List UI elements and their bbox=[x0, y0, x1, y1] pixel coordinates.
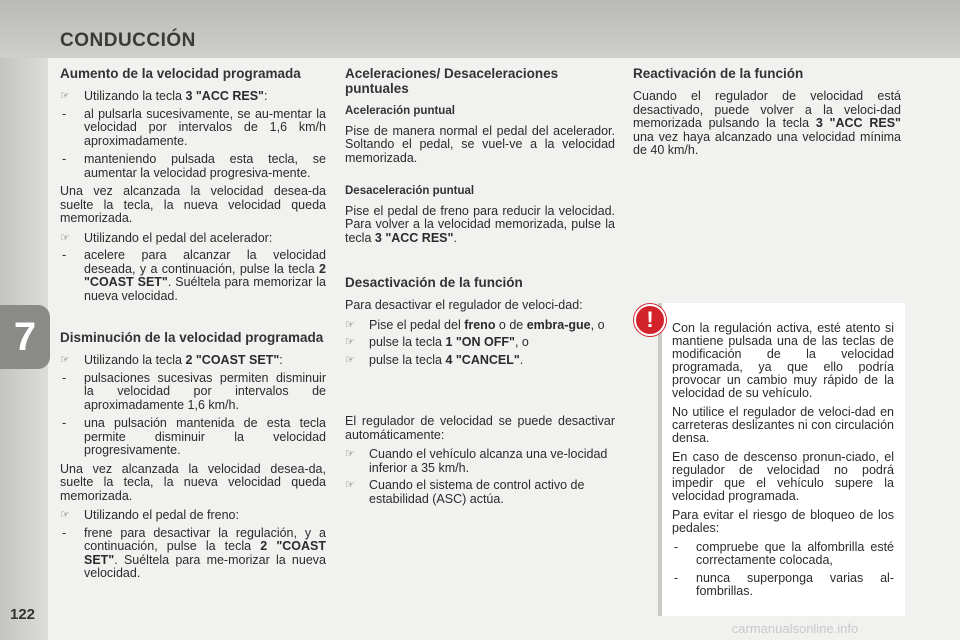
text: . bbox=[453, 230, 457, 245]
column-3 bbox=[633, 66, 901, 164]
warning-paragraph: Con la regulación activa, esté atento si mantiene pulsada una de las teclas de modificación de la velocidad programada, ya que ello podría provocar un cambio muy rápido de la velocidad de su vehículo. bbox=[672, 321, 894, 400]
bullet-item bbox=[60, 90, 326, 104]
section-heading-reactivation: Reactivación de la función bbox=[633, 66, 804, 81]
dash-item: - compruebe que la alfombrilla esté correctamente colocada, bbox=[672, 541, 894, 567]
dash-item: - manteniendo pulsada esta tecla, se aumentar la velocidad progresiva-mente. bbox=[60, 153, 326, 180]
dash-item: - una pulsación mantenida de esta tecla permite disminuir la velocidad progresivamente. bbox=[60, 417, 326, 458]
text: , o bbox=[514, 335, 529, 349]
paragraph: Una vez alcanzada la velocidad desea-da suelte la tecla, la nueva velocidad queda memorizada. bbox=[60, 184, 326, 225]
text: , o bbox=[590, 317, 605, 332]
paragraph: Para desactivar el regulador de veloci-dad: bbox=[345, 298, 583, 312]
warning-icon: ! bbox=[634, 304, 666, 336]
watermark: carmanualsonline.info bbox=[731, 621, 859, 636]
paragraph bbox=[345, 205, 615, 246]
text: una vez haya alcanzado una velocidad mínima de 40 km/h. bbox=[633, 129, 901, 157]
text: acelere para alcanzar la velocidad deseada, y a continuación, pulse la tecla bbox=[84, 248, 326, 276]
section-heading-deactivation: Desactivación de la función bbox=[345, 275, 523, 290]
text: pulse la tecla bbox=[369, 335, 446, 349]
bullet-item bbox=[60, 354, 326, 368]
text: Pise el pedal de freno para reducir la velocidad. Para volver a la velocidad memorizada, pulse la tecla bbox=[345, 203, 615, 245]
chapter-tab: 7 bbox=[0, 305, 50, 369]
text: Cuando el regulador de velocidad está desactivado, puede volver a la veloci-dad memorizada pulsando la tecla bbox=[633, 89, 901, 130]
dash-item: - al pulsarla sucesivamente, se au-mentar la velocidad por intervalos de 1,6 km/h aproximadamente. bbox=[60, 108, 326, 149]
text: frene para desactivar la regulación, y a continuación, pulse la tecla bbox=[84, 525, 326, 553]
warning-paragraph: No utilice el regulador de veloci-dad en carreteras deslizantes ni con circulación densa. bbox=[672, 405, 894, 445]
key-label: 2 "COAST SET" bbox=[84, 261, 326, 289]
subheading-decel: Desaceleración puntual bbox=[345, 185, 475, 197]
dash-item bbox=[60, 527, 326, 581]
paragraph: Una vez alcanzada la velocidad desea-da, suelte la tecla, la nueva velocidad queda memorizada. bbox=[60, 461, 326, 503]
key-label: freno bbox=[464, 317, 496, 332]
column-2 bbox=[345, 66, 615, 510]
text: . Suéltela para memorizar la nueva velocidad. bbox=[84, 275, 326, 303]
paragraph: El regulador de velocidad se puede desactivar automáticamente: bbox=[345, 414, 615, 442]
page-number: 122 bbox=[10, 606, 36, 623]
warning-paragraph: En caso de descenso pronun-ciado, el regulador de velocidad no podrá impedir que el vehículo supere la velocidad programada. bbox=[672, 450, 894, 503]
bullet-item: ☞ Utilizando el pedal de freno: bbox=[60, 509, 326, 523]
bullet-item: ☞ Utilizando el pedal del acelerador: bbox=[60, 232, 326, 246]
section-heading-increase: Aumento de la velocidad programada bbox=[60, 66, 301, 81]
subheading-accel: Aceleración puntual bbox=[345, 105, 455, 117]
key-label: 1 "ON OFF" bbox=[445, 335, 515, 349]
key-label: 4 "CANCEL" bbox=[445, 352, 520, 367]
dash-item: - pulsaciones sucesivas permiten disminuir la velocidad por intervalos de aproximadamente 1,6 km/h. bbox=[60, 372, 326, 413]
paragraph bbox=[633, 90, 901, 158]
key-label: 2 "COAST SET" bbox=[185, 353, 280, 367]
text: o de bbox=[495, 317, 527, 332]
dash-item bbox=[60, 249, 326, 303]
text: : bbox=[264, 89, 268, 103]
key-label: embra-gue bbox=[526, 317, 591, 332]
key-label: 3 "ACC RES" bbox=[815, 116, 901, 130]
text: . bbox=[519, 352, 524, 367]
bullet-item bbox=[345, 354, 615, 368]
text: Utilizando la tecla bbox=[84, 89, 186, 103]
bullet-item: ☞ Cuando el sistema de control activo de estabilidad (ASC) actúa. bbox=[345, 479, 615, 506]
column-1 bbox=[60, 66, 326, 586]
key-label: 2 "COAST SET" bbox=[84, 539, 326, 567]
key-label: 3 "ACC RES" bbox=[185, 89, 264, 103]
section-heading-accel: Aceleraciones/ Desaceleraciones puntuales bbox=[345, 66, 559, 96]
text: . Suéltela para me-morizar la nueva velocidad. bbox=[84, 552, 326, 580]
dash-item: - nunca superponga varias al-fombrillas. bbox=[672, 572, 894, 598]
text: : bbox=[279, 353, 283, 367]
warning-text bbox=[672, 322, 894, 603]
bullet-item bbox=[345, 319, 615, 333]
text: pulse la tecla bbox=[369, 352, 446, 367]
text: Utilizando la tecla bbox=[84, 353, 186, 367]
bullet-item: ☞ Cuando el vehículo alcanza una ve-locidad inferior a 35 km/h. bbox=[345, 448, 615, 475]
text: Pise el pedal del bbox=[369, 317, 465, 332]
section-heading-decrease: Disminución de la velocidad programada bbox=[60, 330, 324, 345]
key-label: 3 "ACC RES" bbox=[374, 230, 454, 245]
paragraph: Pise de manera normal el pedal del acelerador. Soltando el pedal, se vuel-ve a la velocidad memorizada. bbox=[345, 123, 615, 165]
page-title: CONDUCCIÓN bbox=[60, 30, 196, 51]
warning-paragraph: Para evitar el riesgo de bloqueo de los pedales: bbox=[672, 508, 894, 535]
bullet-item bbox=[345, 336, 615, 350]
